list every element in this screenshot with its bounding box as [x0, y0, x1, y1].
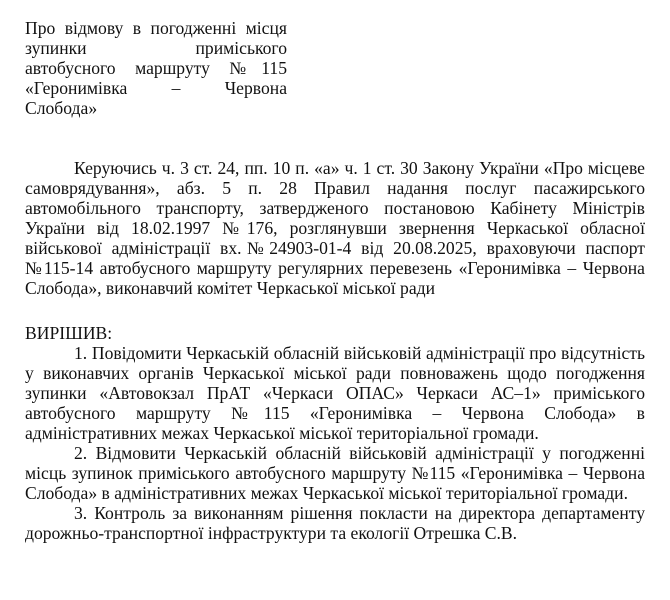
- document-title: [25, 18, 287, 118]
- title-line: зупинки приміського: [25, 38, 287, 58]
- resolution-item-2: 2. Відмовити Черкаській обласній військовій адміністрації у погодженні місць зупинок приміського автобусного маршруту №115 «Геронимівка – Червона Слобода» в адміністративних межах Черкаської міської територіальної громади.: [25, 443, 645, 503]
- resolution-item-1: 1. Повідомити Черкаській обласній військовій адміністрації про відсутність у виконавчих органів Черкаської міської ради повноважень щодо погодження зупинки «Автовокзал ПрАТ «Черкаси ОПАС» Черкаси АС–1» приміського автобусного маршруту №115 «Геронимівка – Червона Слобода» в адміністративних межах Черкаської міської територіальної громади.: [25, 343, 645, 443]
- resolution-section: [25, 323, 645, 543]
- title-line: «Геронимівка – Червона: [25, 78, 287, 98]
- resolution-item-3: 3. Контроль за виконанням рішення покласти на директора департаменту дорожньо-транспортної інфраструктури та екології Отрешка С.В.: [25, 503, 645, 543]
- title-line: Про відмову в погодженні місця: [25, 18, 287, 38]
- preamble-paragraph: Керуючись ч. 3 ст. 24, пп. 10 п. «а» ч. 1 ст. 30 Закону України «Про місцеве самоврядування», абз. 5 п. 28 Правил надання послуг пасажирського автомобільного транспорту, затвердженого постановою Кабінету Міністрів України від 18.02.1997 №176, розглянувши звернення Черкаської обласної військової адміністрації вх.№24903-01-4 від 20.08.2025, враховуючи паспорт №115-14 автобусного маршруту регулярних перевезень «Геронимівка – Червона Слобода», виконавчий комітет Черкаської міської ради: [25, 158, 645, 298]
- title-line: автобусного маршруту №115: [25, 58, 287, 78]
- preamble-section: [25, 158, 645, 298]
- title-line: Слобода»: [25, 98, 98, 118]
- resolved-heading: ВИРІШИВ:: [25, 323, 113, 343]
